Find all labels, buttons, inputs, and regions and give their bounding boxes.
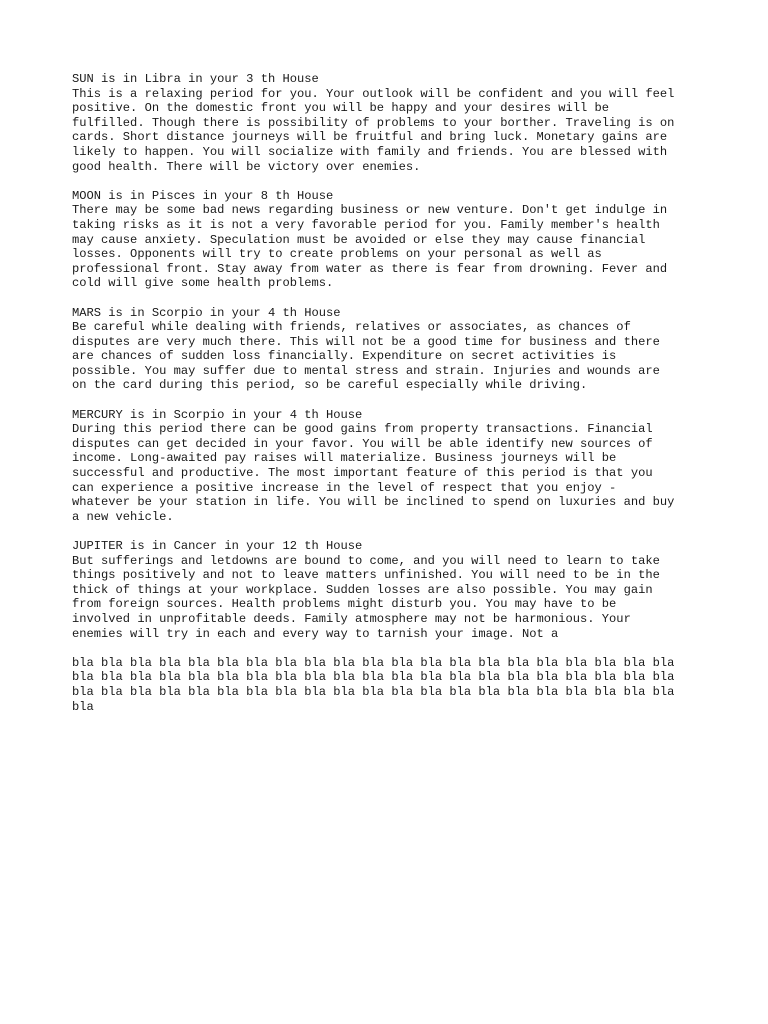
mercury-heading: MERCURY is in Scorpio in your 4 th House (72, 407, 363, 422)
jupiter-section (72, 539, 712, 641)
jupiter-heading: JUPITER is in Cancer in your 12 th House (72, 539, 363, 553)
sun-section (72, 72, 712, 174)
mercury-section (72, 408, 712, 525)
moon-heading: MOON is in Pisces in your 8 th House (72, 188, 334, 203)
mercury-body: During this period there can be good gains from property transactions. Financial disputes can get decided in your favor. You will be able identify new sources of income. Long-awaited pay raises will materialize. Business journeys will be successful and productive. The most important feature of this period is that you can experience a positive increase in the level of respect that you enjoy - whatever be your station in life. You will be inclined to spend on luxuries and buy a new vehicle. (72, 422, 675, 524)
moon-section (72, 189, 712, 291)
sun-body: This is a relaxing period for you. Your outlook will be confident and you will feel positive. On the domestic front you will be happy and your desires will be fulfilled. Though there is possibility of problems to your borther. Traveling is on cards. Short distance journeys will be fruitful and bring luck. Monetary gains are likely to happen. You will socialize with family and friends. You are blessed with good health. There will be victory over enemies. (72, 86, 675, 174)
mars-heading: MARS is in Scorpio in your 4 th House (72, 305, 341, 320)
document-page (72, 72, 712, 714)
sun-heading: SUN is in Libra in your 3 th House (72, 72, 319, 86)
moon-body: There may be some bad news regarding business or new venture. Don't get indulge in taking risks as it is not a very favorable period for you. Family member's health may cause anxiety. Speculation must be avoided or else they may cause financial losses. Opponents will try to create problems on your personal as well as professional front. Stay away from water as there is fear from drowning. Fever and cold will give some health problems. (72, 203, 668, 291)
jupiter-body: But sufferings and letdowns are bound to come, and you will need to learn to take things positively and not to leave matters unfinished. You will need to be in the thick of things at your workplace. Sudden losses are also possible. You may gain from foreign sources. Health problems might disturb you. You may have to be involved in unprofitable deeds. Family atmosphere may not be harmonious. Your enemies will try in each and every way to tarnish your image. Not a (72, 553, 660, 641)
mars-section (72, 306, 712, 394)
mars-body: Be careful while dealing with friends, relatives or associates, as chances of disputes are very much there. This will not be a good time for business and there are chances of sudden loss financially. Expenditure on secret activities is possible. You may suffer due to mental stress and strain. Injuries and wounds are on the card during this period, so be careful especially while driving. (72, 320, 660, 393)
filler-paragraph: bla bla bla bla bla bla bla bla bla bla bla bla bla bla bla bla bla bla bla bla bla bla bla bla bla bla bla bla bla bla bla bla bla bla bla bla bla bla bla bla bla bla bla bla bla bla bla bla bla bla bla bla bla bla bla bla bla bla bla bla bla bla bla bla (72, 655, 675, 714)
